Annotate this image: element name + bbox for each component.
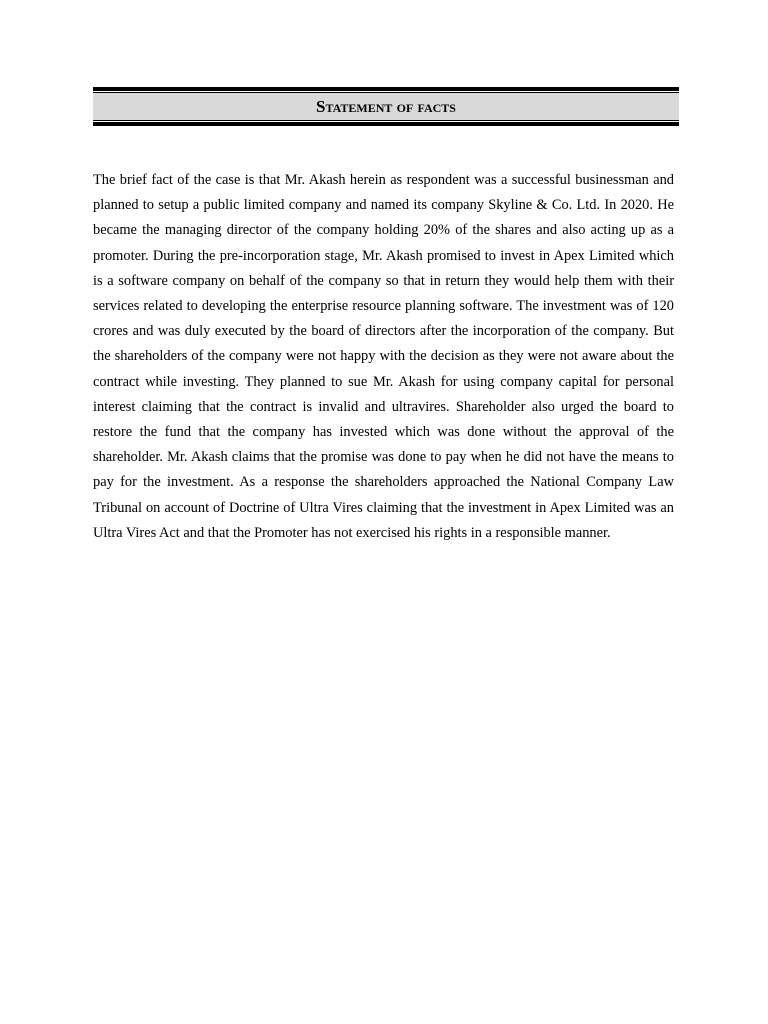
heading-bottom-thin-rule [93, 120, 679, 121]
heading-bottom-rule [93, 122, 679, 126]
facts-paragraph: The brief fact of the case is that Mr. Akash herein as respondent was a successful businessman and planned to setup a public limited company and named its company Skyline & Co. Ltd. In 2020. He became the managing director of the company holding 20% of the shares and also acting up as a promoter. During the pre-incorporation stage, Mr. Akash promised to invest in Apex Limited which is a software company on behalf of the company so that in return they would help them with their services related to developing the enterprise resource planning software. The investment was of 120 crores and was duly executed by the board of directors after the incorporation of the company. But the shareholders of the company were not happy with the decision as they were not aware about the contract while investing. They planned to sue Mr. Akash for using company capital for personal interest claiming that the contract is invalid and ultravires. Shareholder also urged the board to restore the fund that the company has invested which was done without the approval of the shareholder. Mr. Akash claims that the promise was done to pay when he did not have the means to pay for the investment. As a response the shareholders approached the National Company Law Tribunal on account of Doctrine of Ultra Vires claiming that the investment in Apex Limited was an Ultra Vires Act and that the Promoter has not exercised his rights in a responsible manner. [93, 172, 674, 541]
section-heading-box [93, 87, 679, 126]
section-title: Statement of facts [316, 97, 456, 116]
heading-top-rule [93, 87, 679, 91]
